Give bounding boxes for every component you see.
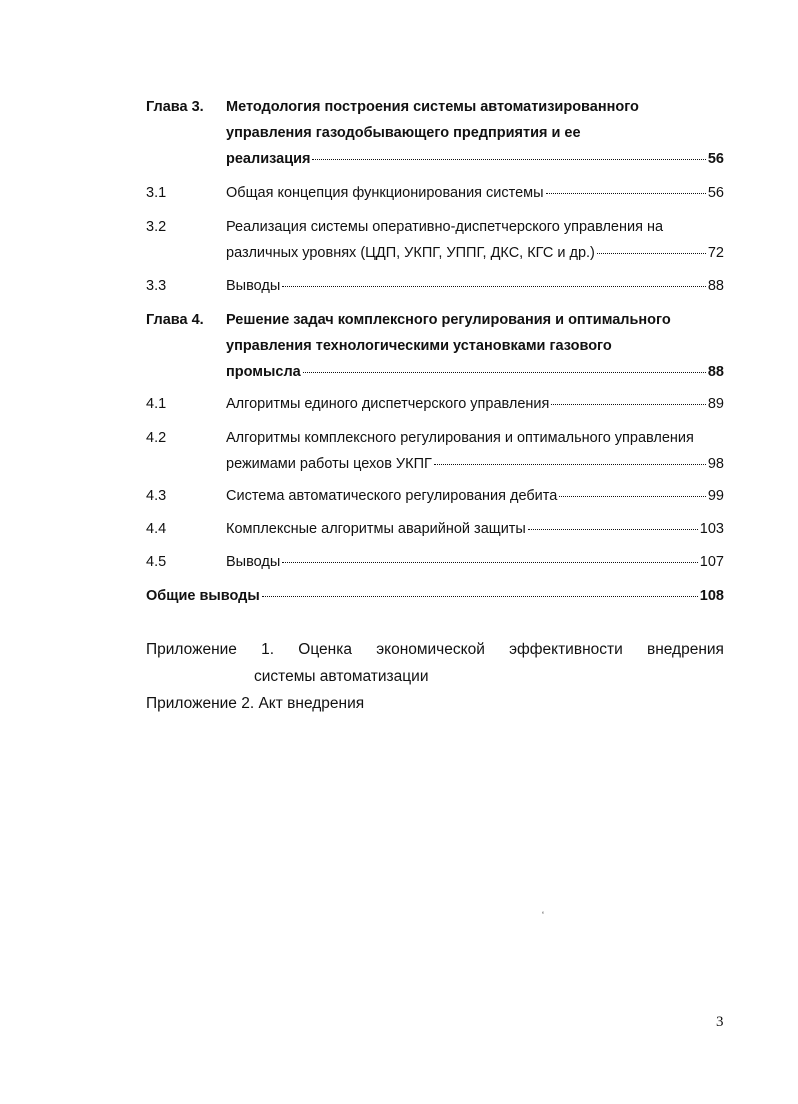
toc-section-3-1[interactable] bbox=[146, 182, 724, 208]
dot-leader bbox=[262, 593, 698, 597]
toc-title-line: Решение задач комплексного регулирования и оптимального bbox=[226, 312, 671, 328]
page-ref: 108 bbox=[699, 588, 724, 604]
toc-general-conclusions[interactable] bbox=[146, 585, 724, 611]
stray-mark: ʻ bbox=[542, 910, 544, 920]
chapter-label: Глава 3. bbox=[146, 99, 204, 115]
appendix-continuation: системы автоматизации bbox=[254, 668, 429, 685]
section-title: Общие выводы bbox=[146, 588, 260, 604]
page-ref: 107 bbox=[699, 554, 724, 570]
page-ref: 103 bbox=[699, 521, 724, 537]
section-title: Выводы bbox=[226, 554, 281, 570]
page-ref: 72 bbox=[707, 245, 724, 261]
section-number: 4.2 bbox=[146, 430, 167, 446]
toc-title-line: реализация bbox=[226, 151, 311, 167]
section-title: режимами работы цехов УКПГ bbox=[226, 456, 432, 472]
section-title: Реализация системы оперативно-диспетчерского управления на bbox=[226, 219, 664, 235]
toc-section-4-3[interactable] bbox=[146, 485, 724, 511]
page-ref: 98 bbox=[707, 456, 724, 472]
appendix-2[interactable]: Приложение 2. Акт внедрения bbox=[146, 695, 365, 712]
section-title: Алгоритмы комплексного регулирования и оптимального управления bbox=[226, 430, 694, 446]
toc-title-line: управления технологическими установками газового bbox=[226, 338, 612, 354]
toc-chapter-3[interactable] bbox=[146, 96, 724, 174]
page-number: 3 bbox=[716, 1014, 724, 1030]
page-ref: 88 bbox=[707, 364, 724, 380]
page-ref: 88 bbox=[707, 278, 724, 294]
dot-leader bbox=[597, 250, 706, 254]
toc-section-3-2[interactable] bbox=[146, 216, 724, 268]
dot-leader bbox=[559, 493, 706, 497]
appendix-word: 1. bbox=[261, 641, 275, 658]
page-ref: 89 bbox=[707, 396, 724, 412]
dot-leader bbox=[312, 156, 705, 160]
section-title: Общая концепция функционирования системы bbox=[226, 185, 544, 201]
section-number: 3.3 bbox=[146, 278, 167, 294]
appendix-word: внедрения bbox=[646, 641, 724, 658]
page-ref: 56 bbox=[707, 151, 724, 167]
toc-chapter-4[interactable] bbox=[146, 309, 724, 387]
appendix-word: Оценка bbox=[298, 641, 352, 658]
section-number: 3.2 bbox=[146, 219, 167, 235]
toc-title-line: Методология построения системы автоматизированного bbox=[226, 99, 639, 115]
page-ref: 99 bbox=[707, 488, 724, 504]
dot-leader bbox=[546, 190, 706, 194]
toc-section-4-1[interactable] bbox=[146, 393, 724, 419]
section-title: различных уровнях (ЦДП, УКПГ, УППГ, ДКС, КГС и др.) bbox=[226, 245, 595, 261]
appendix-1[interactable] bbox=[146, 639, 724, 688]
toc-title-line: управления газодобывающего предприятия и ее bbox=[226, 125, 581, 141]
appendix-word: Приложение bbox=[146, 641, 237, 658]
section-title: Выводы bbox=[226, 278, 281, 294]
toc-section-4-2[interactable] bbox=[146, 427, 724, 479]
dot-leader bbox=[551, 401, 705, 405]
toc-section-3-3[interactable] bbox=[146, 275, 724, 301]
section-number: 4.3 bbox=[146, 488, 167, 504]
dot-leader bbox=[282, 559, 698, 563]
dot-leader bbox=[303, 369, 706, 373]
toc-section-4-4[interactable] bbox=[146, 518, 724, 544]
dot-leader bbox=[282, 283, 706, 287]
dot-leader bbox=[528, 526, 698, 530]
page-ref: 56 bbox=[707, 185, 724, 201]
toc-section-4-5[interactable] bbox=[146, 551, 724, 577]
dot-leader bbox=[434, 461, 706, 465]
section-number: 3.1 bbox=[146, 185, 167, 201]
appendix-word: эффективности bbox=[509, 641, 623, 658]
section-number: 4.1 bbox=[146, 396, 167, 412]
section-number: 4.5 bbox=[146, 554, 167, 570]
section-title: Система автоматического регулирования дебита bbox=[226, 488, 558, 504]
appendix-word: экономической bbox=[376, 641, 485, 658]
toc-title-line: промысла bbox=[226, 364, 301, 380]
section-title: Алгоритмы единого диспетчерского управления bbox=[226, 396, 550, 412]
chapter-label: Глава 4. bbox=[146, 312, 204, 328]
section-title: Комплексные алгоритмы аварийной защиты bbox=[226, 521, 526, 537]
section-number: 4.4 bbox=[146, 521, 167, 537]
